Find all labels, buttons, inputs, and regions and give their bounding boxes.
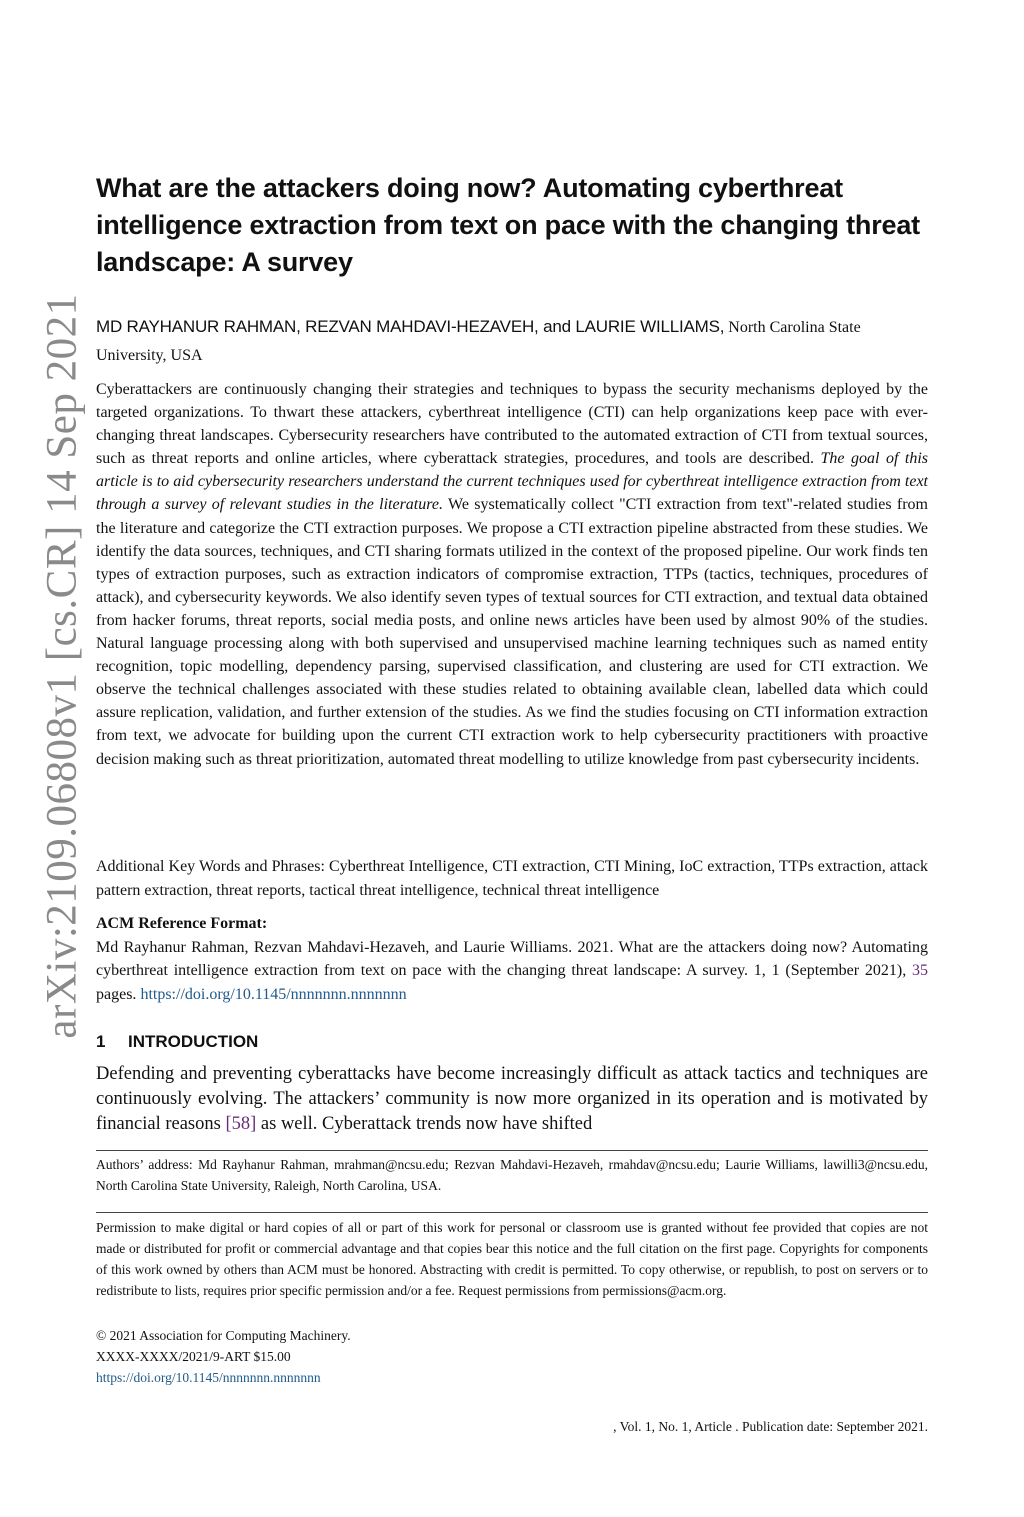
intro-text-1: Defending and preventing cyberattacks have become increasingly difficult as attack tactics and techniques are continuously evolving. The attackers’ community is now more organized in its operation and is motivated by financial reasons — [96, 1064, 928, 1134]
citation-link[interactable]: [58] — [225, 1114, 257, 1134]
paper-title: What are the attackers doing now? Automating cyberthreat intelligence extraction from text on pace with the changing threat landscape: A survey — [96, 173, 920, 277]
page-footer: , Vol. 1, No. 1, Article . Publication date: September 2021. — [613, 1419, 928, 1434]
abstract-text-1: Cyberattackers are continuously changing their strategies and techniques to bypass the security mechanisms deployed by the targeted organizations. To thwart these attackers, cyberthreat intelligence (CTI) can help organizations keep pace with ever-changing threat landscapes. Cybersecurity researchers have contributed to the automated extraction of CTI from textual sources, such as threat reports and online articles, where cyberattack strategies, procedures, and tools are described. — [96, 381, 928, 468]
abstract-text-2: We systematically collect "CTI extraction from text"-related studies from the literature and categorize the CTI extraction purposes. We propose a CTI extraction pipeline abstracted from these studies. We identify the data sources, techniques, and CTI sharing formats utilized in the context of the proposed pipeline. Our work finds ten types of extraction purposes, such as extraction indicators of compromise extraction, TTPs (tactics, techniques, procedures of attack), and cybersecurity keywords. We also identify seven types of textual sources for CTI extraction, and textual data obtained from hacker forums, threat reports, social media posts, and online news articles have been used by almost 90% of the studies. Natural language processing along with both supervised and unsupervised machine learning techniques such as named entity recognition, topic modelling, dependency parsing, supervised classification, and clustering are used for CTI extraction. We observe the technical challenges associated with these studies related to obtaining available clean, labelled data which could assure replication, validation, and further extension of the studies. As we find the studies focusing on CTI information extraction from text, we advocate for building upon the current CTI extraction work to help cybersecurity practitioners with proactive decision making such as threat prioritization, automated threat modelling to utilize knowledge from past cybersecurity incidents. — [96, 496, 928, 768]
abstract-goal-statement: The goal of this article is to aid cybersecurity researchers understand the current techniques used for cyberthreat intelligence extraction from text through a survey of relevant studies in the literature. — [96, 450, 928, 514]
author-names: MD RAYHANUR RAHMAN, REZVAN MAHDAVI-HEZAVEH, and LAURIE WILLIAMS, — [96, 317, 725, 336]
footnote-divider — [96, 1150, 928, 1151]
page-count-link[interactable]: 35 — [912, 962, 928, 979]
acm-reference-text: Md Rayhanur Rahman, Rezvan Mahdavi-Hezaveh, and Laurie Williams. 2021. What are the attackers doing now? Automating cyberthreat intelligence extraction from text on pace with the changing threat landscape: A survey. 1, 1 (September 2021), — [96, 938, 928, 979]
author-affiliation: North Carolina State University, USA — [96, 319, 861, 364]
introduction-paragraph — [96, 1062, 928, 1137]
section-title: INTRODUCTION — [128, 1032, 259, 1051]
intro-text-2: as well. Cyberattack trends now have shifted — [256, 1114, 593, 1134]
permissions-notice: Permission to make digital or hard copies of all or part of this work for personal or classroom use is granted without fee provided that copies are not made or distributed for profit or commercial advantage and that copies bear this notice and the full citation on the first page. Copyrights for components of this work owned by others than ACM must be honored. Abstracting with credit is permitted. To copy otherwise, or republish, to post on servers or to redistribute to lists, requires prior specific permission and/or a fee. Request permissions from permissions@acm.org. — [96, 1220, 928, 1298]
copyright-line: © 2021 Association for Computing Machinery. — [96, 1328, 351, 1343]
abstract — [96, 378, 928, 771]
section-number: 1 — [96, 1032, 106, 1051]
isbn-line: XXXX-XXXX/2021/9-ART $15.00 — [96, 1349, 291, 1364]
copyright-doi-link[interactable]: https://doi.org/10.1145/nnnnnnn.nnnnnnn — [96, 1370, 321, 1385]
permissions-divider — [96, 1212, 928, 1213]
acm-reference-format — [96, 912, 928, 1006]
acm-reference-pages-text: pages. — [96, 985, 141, 1003]
copyright-block — [96, 1325, 928, 1388]
doi-link[interactable]: https://doi.org/10.1145/nnnnnnn.nnnnnnn — [140, 985, 407, 1003]
section-heading-introduction — [96, 1030, 928, 1054]
authors-address-footnote: Authors’ address: Md Rayhanur Rahman, mrahman@ncsu.edu; Rezvan Mahdavi-Hezaveh, rmahdav@ncsu.edu; Laurie Williams, lawilli3@ncsu.edu, North Carolina State University, Raleigh, North Carolina, USA. — [96, 1157, 928, 1193]
author-block — [96, 313, 928, 370]
arxiv-stamp-text: arXiv:2109.06808v1 [cs.CR] 14 Sep 2021 — [38, 293, 86, 1039]
arxiv-stamp — [32, 293, 92, 1039]
acm-reference-heading: ACM Reference Format: — [96, 915, 268, 932]
keywords: Additional Key Words and Phrases: Cyberthreat Intelligence, CTI extraction, CTI Mining, IoC extraction, TTPs extraction, attack pattern extraction, threat reports, tactical threat intelligence, technical threat intelligence — [96, 858, 928, 899]
